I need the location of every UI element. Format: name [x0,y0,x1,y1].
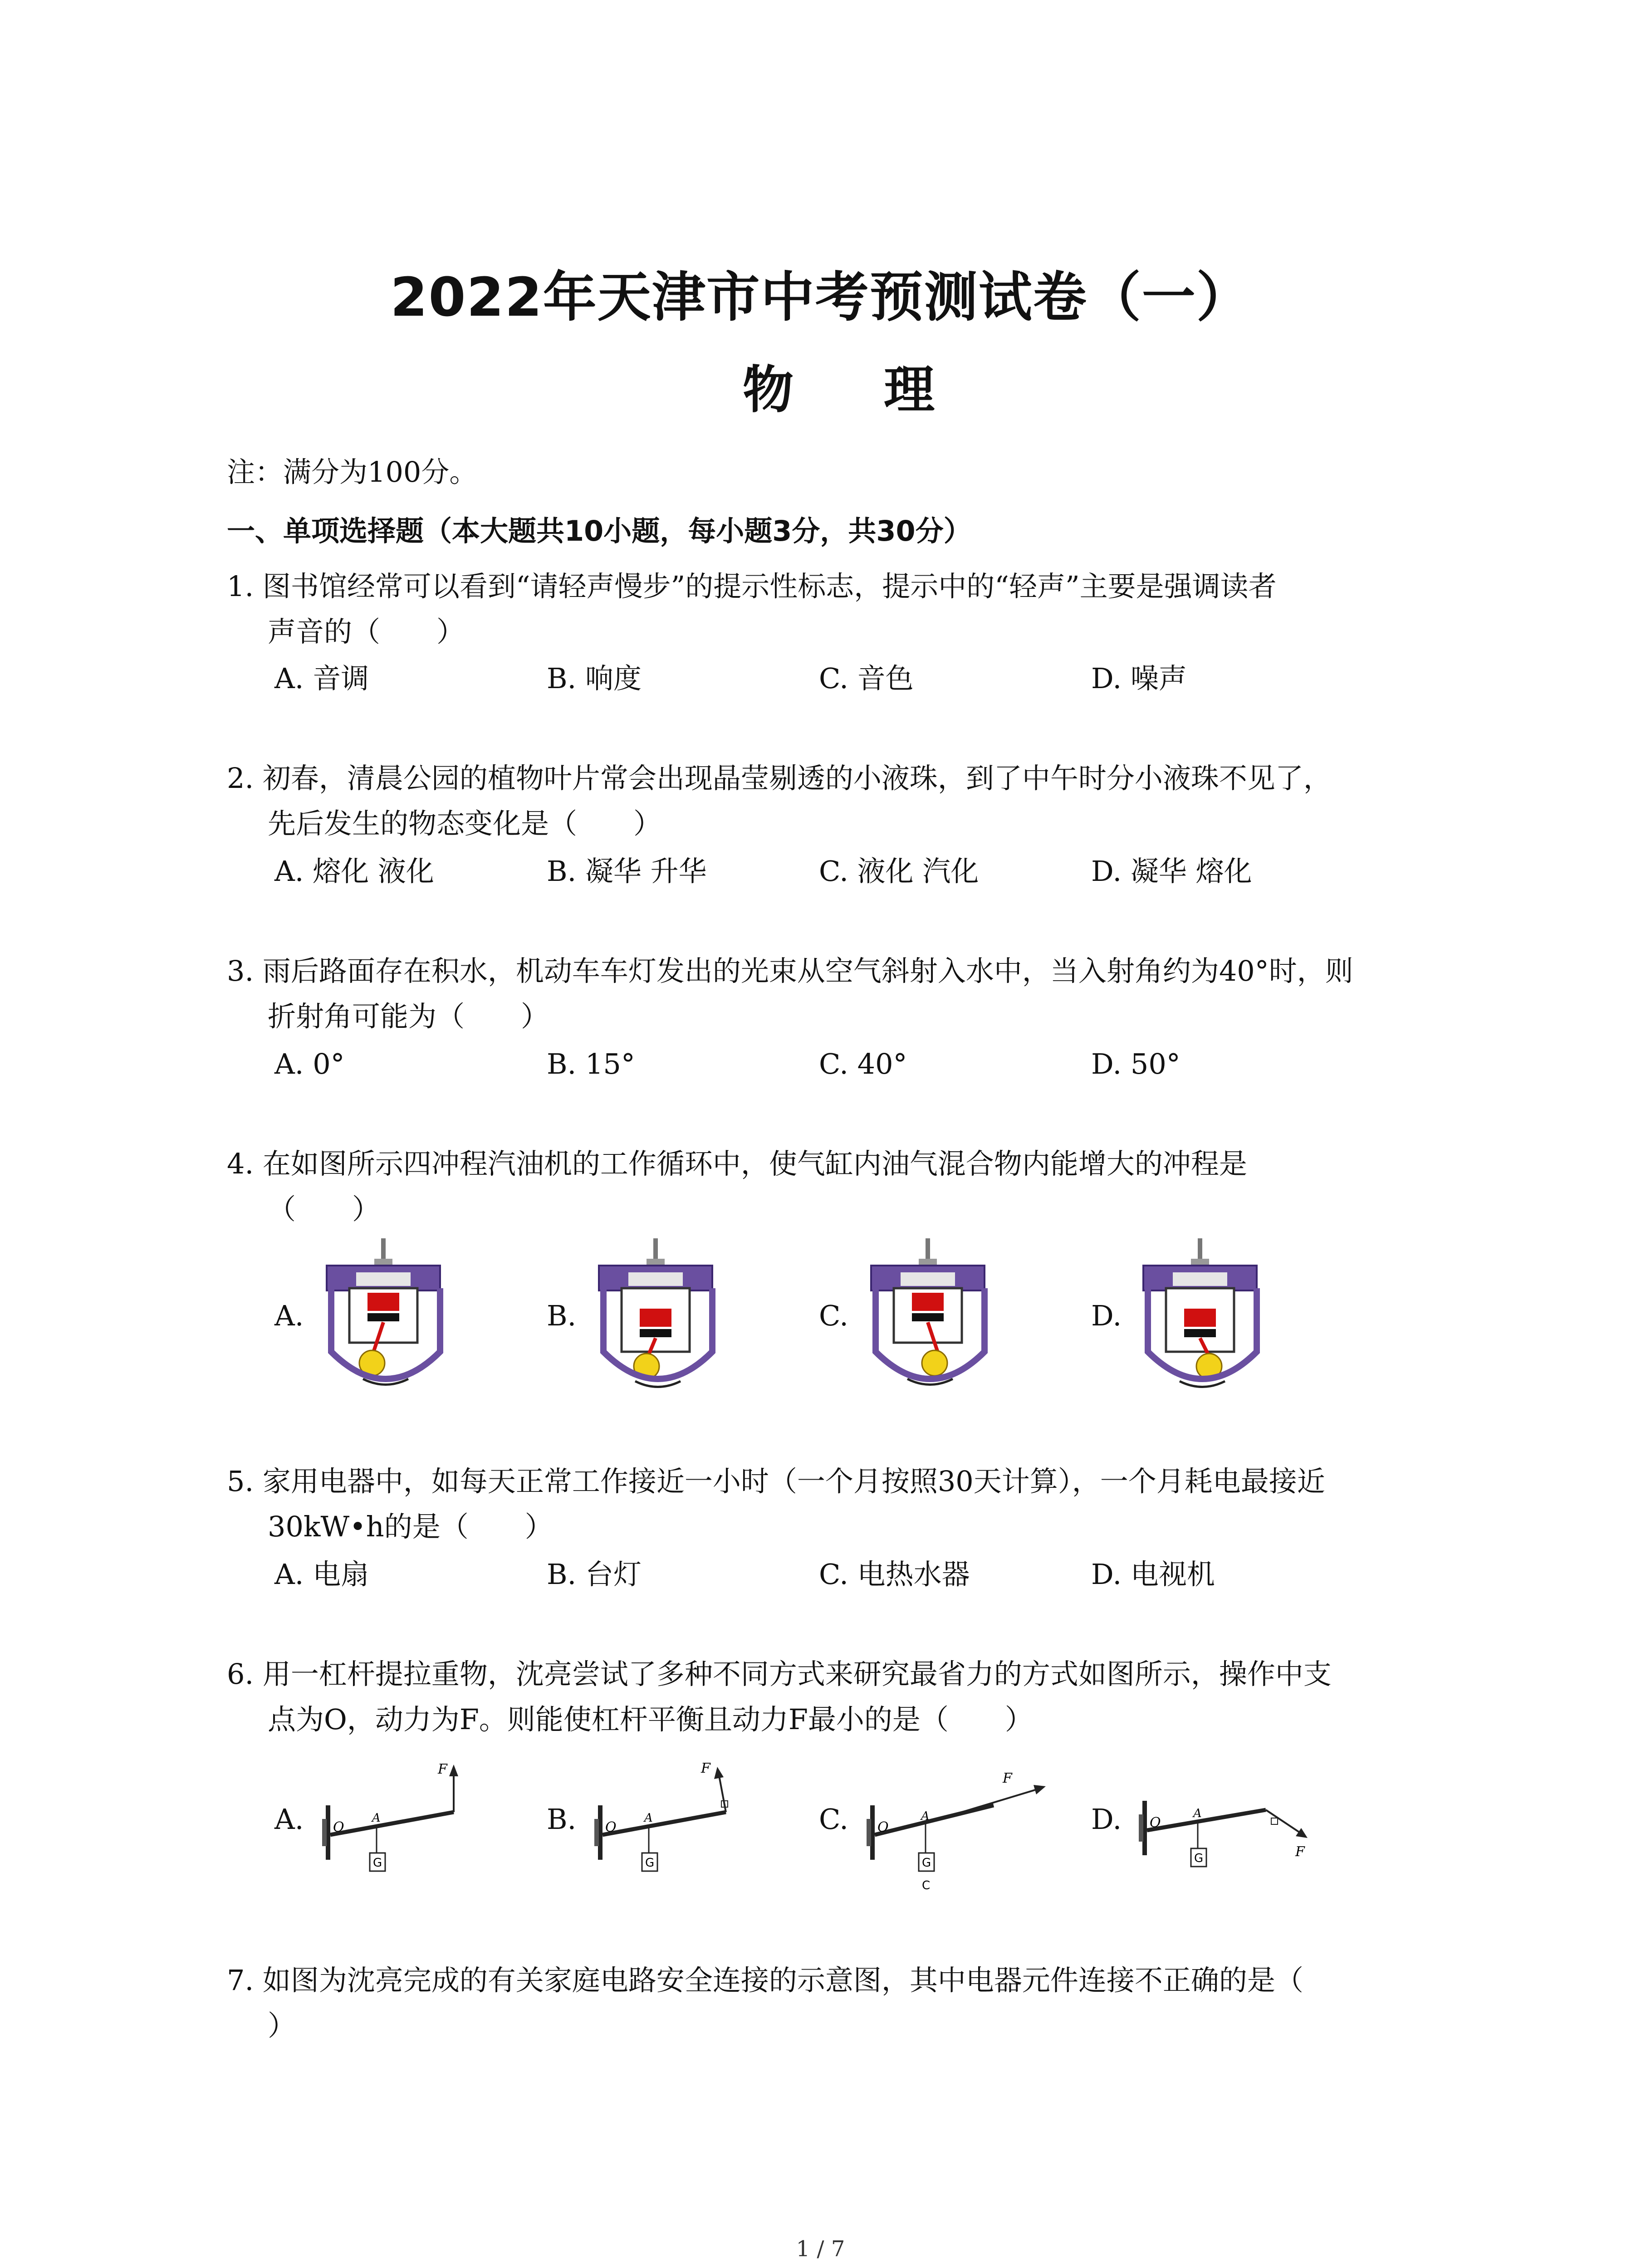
q1-option-a[interactable]: A. 音调 [274,662,369,695]
lever-diagram-d[interactable] [1130,1751,1334,1887]
question-3-line-2: 折射角可能为（ ） [268,1000,549,1033]
question-2-line-1: 2. 初春，清晨公园的植物叶片常会出现晶莹剔透的小液珠，到了中午时分小液珠不见了， [227,762,1332,795]
q1-option-b[interactable]: B. 响度 [547,662,642,695]
question-7-line-2: ） [268,2009,296,2042]
question-7-line-1: 7. 如图为沈亮完成的有关家庭电路安全连接的示意图，其中电器元件连接不正确的是（ [227,1964,1303,1997]
engine-drawing [599,1238,712,1387]
q4-option-d[interactable]: D. [1091,1299,1122,1332]
pivot-label: O [877,1819,889,1835]
section-heading: 一、单项选择题（本大题共10小题，每小题3分，共30分） [227,514,972,547]
lever-drawing [322,1765,458,1871]
engine-drawing [327,1238,440,1385]
force-label: F [1295,1844,1305,1860]
q6-option-a[interactable]: A. [274,1803,304,1836]
pivot-label: O [605,1819,617,1835]
q6-option-d[interactable]: D. [1091,1803,1122,1836]
lever-diagram-c[interactable] [857,1737,1062,1901]
question-1-line-2: 声音的（ ） [268,615,465,648]
lever-diagram-b[interactable] [585,1751,776,1887]
question-1-line-1: 1. 图书馆经常可以看到“请轻声慢步”的提示性标志，提示中的“轻声”主要是强调读者 [227,570,1277,603]
question-6-line-1: 6. 用一杠杆提拉重物，沈亮尝试了多种不同方式来研究最省力的方式如图所示，操作中支 [227,1657,1332,1691]
page-number: 1 / 7 [796,2236,845,2262]
q5-option-d[interactable]: D. 电视机 [1091,1558,1215,1591]
engine-drawing [871,1238,985,1385]
q3-option-a[interactable]: A. 0° [274,1047,345,1080]
engine-drawing [1143,1238,1257,1387]
q6-option-c[interactable]: C. [819,1803,848,1836]
q5-option-b[interactable]: B. 台灯 [547,1558,642,1591]
pivot-label: O [333,1819,344,1835]
weight-label: G [645,1856,655,1870]
engine-diagram-a[interactable] [313,1234,458,1406]
weight-label: G [1194,1852,1204,1865]
point-label: A [372,1811,381,1825]
q2-option-a[interactable]: A. 熔化 液化 [274,855,434,888]
question-3-line-1: 3. 雨后路面存在积水，机动车车灯发出的光束从空气斜射入水中，当入射角约为40°时，则 [227,954,1353,987]
question-5-line-1: 5. 家用电器中，如每天正常工作接近一小时（一个月按照30天计算），一个月耗电最接近 [227,1465,1325,1498]
q4-option-a[interactable]: A. [274,1299,304,1332]
q2-option-d[interactable]: D. 凝华 熔化 [1091,855,1252,888]
engine-diagram-d[interactable] [1130,1234,1275,1406]
engine-diagram-c[interactable] [857,1234,1003,1406]
q2-option-c[interactable]: C. 液化 汽化 [819,855,979,888]
q6-option-b[interactable]: B. [547,1803,577,1836]
lever-diagram-a[interactable] [313,1751,504,1887]
question-5-line-2: 30kW•h的是（ ） [268,1510,553,1543]
force-label: F [438,1761,447,1777]
subject-title: 物 理 [743,361,971,420]
q3-option-d[interactable]: D. 50° [1091,1047,1181,1080]
weight-label: G [922,1856,931,1870]
extra-label: C [922,1879,931,1892]
q3-option-b[interactable]: B. 15° [547,1047,635,1080]
score-note: 注：满分为100分。 [227,455,478,489]
point-label: A [921,1809,930,1823]
engine-diagram-b[interactable] [585,1234,730,1406]
q2-option-b[interactable]: B. 凝华 升华 [547,855,707,888]
lever-drawing [594,1767,728,1871]
q3-option-c[interactable]: C. 40° [819,1047,907,1080]
question-4-line-2: （ ） [268,1193,381,1226]
question-2-line-2: 先后发生的物态变化是（ ） [268,807,662,840]
question-4-line-1: 4. 在如图所示四冲程汽油机的工作循环中，使气缸内油气混合物内能增大的冲程是 [227,1147,1247,1180]
lever-drawing [1139,1801,1308,1867]
q4-option-b[interactable]: B. [547,1299,577,1332]
q1-option-c[interactable]: C. 音色 [819,662,914,695]
q1-option-d[interactable]: D. 噪声 [1091,662,1187,695]
q5-option-a[interactable]: A. 电扇 [274,1558,369,1591]
point-label: A [1193,1807,1202,1820]
lever-drawing [867,1785,1046,1871]
question-6-line-2: 点为O，动力为F。则能使杠杆平衡且动力F最小的是（ ） [268,1703,1033,1736]
weight-label: G [373,1856,382,1870]
exam-title: 2022年天津市中考预测试卷（一） [390,266,1251,328]
q5-option-c[interactable]: C. 电热水器 [819,1558,970,1591]
force-label: F [701,1760,710,1776]
pivot-label: O [1150,1815,1161,1831]
q4-option-c[interactable]: C. [819,1299,848,1332]
force-label: F [1003,1770,1012,1786]
point-label: A [644,1811,653,1825]
